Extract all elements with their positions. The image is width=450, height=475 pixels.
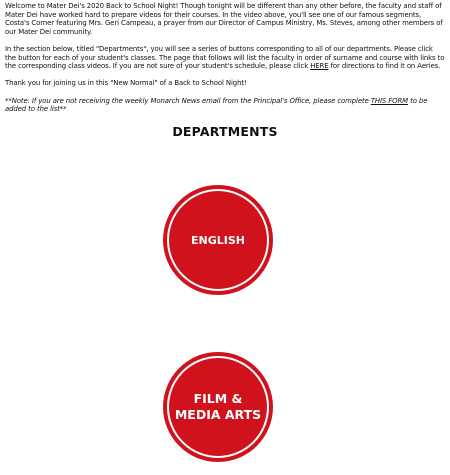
newsletter-form-link[interactable]: THIS FORM bbox=[370, 96, 409, 105]
note-text-end: to be added to the list** bbox=[5, 96, 428, 114]
newsletter-note bbox=[5, 97, 445, 114]
intro-paragraph-thanks: Thank you for joining us in this "New Normal" of a Back to School Night! bbox=[5, 79, 247, 88]
intro-text bbox=[5, 2, 445, 122]
departments-heading: DEPARTMENTS bbox=[172, 124, 278, 139]
film-media-arts-department-button[interactable] bbox=[163, 352, 273, 462]
intro-paragraph-welcome: Welcome to Mater Dei's 2020 Back to School Night! Though tonight will be different than any other before, the faculty and staff of Mater Dei have worked hard to prepare videos for their courses. In the video above, you'll see one of our famous segments, Costa's Corner featuring Mrs. Geri Campeau, a prayer from our Director of Campus Ministry, Ms. Steves, among other members of our Mater Dei community. bbox=[5, 2, 443, 36]
intro-departments-text: In the section below, titled "Departments", you will see a series of buttons corresponding to all of our departments. Please click the button for each of your student's classes. The page that follows will list the faculty in order of surname and course with links to the corresponding class videos. If you are not sure of your student's schedule, please click bbox=[5, 44, 445, 71]
intro-paragraph-departments bbox=[5, 45, 445, 71]
english-button-label: ENGLISH bbox=[191, 233, 245, 247]
schedule-help-link[interactable]: HERE bbox=[310, 62, 329, 71]
intro-departments-text-end: for directions to find it on Aeries. bbox=[328, 62, 441, 71]
english-department-button[interactable] bbox=[163, 185, 273, 295]
film-media-arts-button-label: FILM & MEDIA ARTS bbox=[174, 391, 262, 422]
note-text: **Note: If you are not receiving the weekly Monarch News email from the Principal's Office, please complete bbox=[5, 96, 371, 105]
